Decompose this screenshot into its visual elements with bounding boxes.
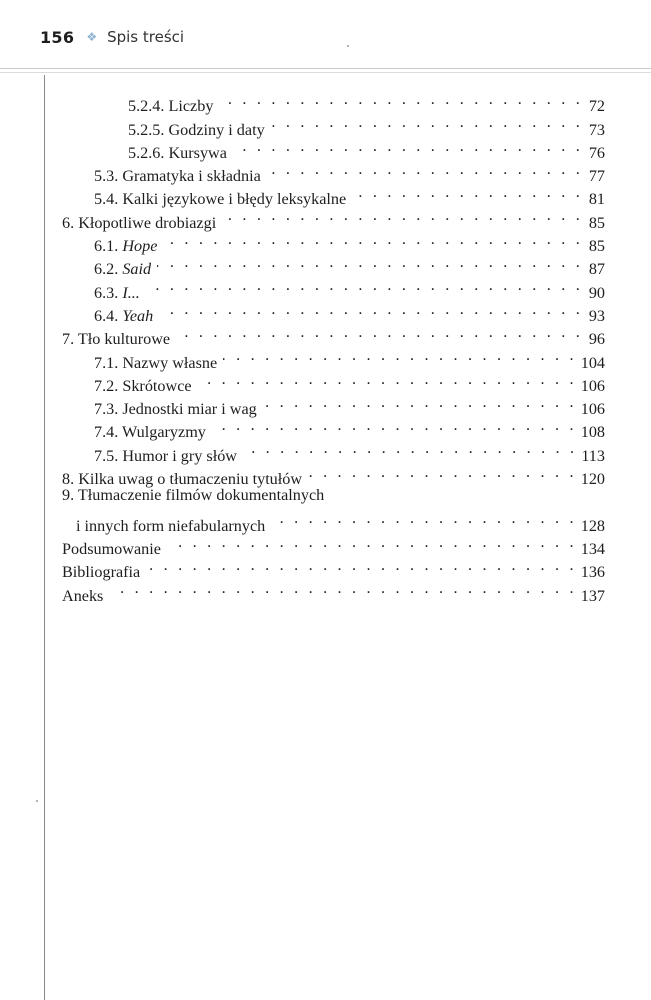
toc-entry-number: 7.5. (94, 446, 119, 465)
toc-page-number: 120 (580, 470, 605, 489)
toc-entry-label: Humor i gry słów (122, 446, 237, 465)
toc-entry-label: Jednostki miar i wag (122, 400, 257, 419)
table-of-contents (62, 88, 605, 605)
dot-leader (271, 507, 576, 530)
dot-leader (146, 274, 583, 297)
toc-entry-number: 5.3. (94, 167, 119, 186)
toc-entry-title (94, 421, 206, 444)
dot-leader (176, 321, 583, 344)
toc-entry-title (94, 165, 261, 188)
running-title: Spis treści (107, 28, 185, 46)
toc-entry-label: Bibliografia (62, 563, 141, 582)
dot-leader (267, 158, 583, 181)
toc-page-number: 137 (580, 586, 605, 605)
diamond-icon: ❖ (86, 30, 98, 44)
toc-entry-number: 8. (62, 470, 75, 489)
toc-entry-number: 6.2. (94, 260, 119, 279)
toc-entry (62, 484, 605, 507)
dot-leader (352, 181, 583, 204)
dot-leader (163, 228, 583, 251)
toc-entry-label: I... (122, 283, 140, 302)
toc-entry-label: Skrótowce (122, 376, 192, 395)
toc-page-number: 104 (580, 353, 605, 372)
toc-entry-label: Tłumaczenie filmów dokumentalnych (77, 486, 325, 505)
toc-entry-label: Yeah (122, 306, 154, 325)
toc-entry-number: 5.2.6. (128, 143, 165, 162)
toc-page-number: 85 (588, 213, 605, 232)
dot-leader (157, 251, 583, 274)
header-rule (0, 68, 651, 69)
toc-entry-label: Godziny i daty (168, 120, 265, 139)
toc-entry-label: Wulgaryzmy (122, 423, 206, 442)
toc-entry-label: Said (122, 260, 152, 279)
toc-entry-title (128, 142, 227, 165)
toc-entry-label: Kalki językowe i błędy leksykalne (122, 190, 347, 209)
toc-entry (62, 507, 605, 535)
toc-entry-title (62, 484, 324, 507)
toc-page-number: 76 (588, 143, 605, 162)
toc-entry (62, 88, 605, 116)
page-number: 156 (40, 27, 75, 47)
toc-entry-number: 5.4. (94, 190, 119, 209)
toc-page-number: 72 (588, 97, 605, 116)
page-header (40, 22, 184, 52)
toc-entry-label: Gramatyka i składnia (122, 167, 261, 186)
toc-entry-title (62, 328, 170, 351)
dot-leader (308, 461, 577, 484)
dot-leader (223, 344, 577, 367)
toc-entry-number: 7.4. (94, 423, 119, 442)
toc-page-number: 73 (588, 120, 605, 139)
toc-entry-label: Aneks (62, 586, 104, 605)
toc-entry-label: Kilka uwag o tłumaczeniu tytułów (78, 470, 303, 489)
toc-entry-number: 5.2.5. (128, 120, 165, 139)
dot-leader (263, 391, 577, 414)
toc-entry-number: 7. (62, 330, 75, 349)
toc-page-number: 81 (588, 190, 605, 209)
toc-entry-number: 9. (62, 486, 75, 505)
toc-entry-label: Tło kulturowe (77, 330, 171, 349)
toc-entry-title (94, 445, 237, 468)
toc-entry-title (94, 375, 192, 398)
toc-entry-label: Liczby (168, 97, 214, 116)
dot-leader (109, 577, 576, 600)
dot-leader (271, 111, 583, 134)
toc-entry-number: 6.3. (94, 283, 119, 302)
dot-leader (233, 135, 583, 158)
toc-page-number: 108 (580, 423, 605, 442)
dot-leader (243, 437, 577, 460)
toc-page-number: 106 (580, 400, 605, 419)
toc-entry-label: Nazwy własne (122, 353, 218, 372)
toc-entry-title (62, 585, 103, 608)
toc-entry-number: 6.1. (94, 237, 119, 256)
toc-entry (62, 298, 605, 325)
toc-entry-label: i innych form niefabularnych (76, 516, 266, 535)
toc-entry-number: 6.4. (94, 306, 119, 325)
toc-entry-title (94, 235, 157, 258)
dot-leader (219, 88, 583, 111)
toc-entry-number: 6. (62, 213, 75, 232)
toc-page-number: 96 (588, 330, 605, 349)
toc-page-number: 85 (588, 237, 605, 256)
toc-entry-label: Hope (122, 237, 158, 256)
toc-page-number: 134 (580, 539, 605, 558)
dot-leader (198, 368, 577, 391)
toc-page-number: 113 (581, 446, 605, 465)
dot-leader (167, 531, 577, 554)
toc-entry-title (128, 95, 213, 118)
toc-entry (62, 577, 605, 605)
header-rule-secondary (0, 72, 651, 73)
toc-entry-number: 7.3. (94, 400, 119, 419)
scan-speck (347, 45, 349, 47)
toc-page-number: 90 (588, 283, 605, 302)
toc-page-number: 128 (580, 516, 605, 535)
toc-page-number: 106 (580, 376, 605, 395)
toc-entry-label: Kłopotliwe drobiazgi (78, 213, 217, 232)
dot-leader (159, 298, 583, 321)
margin-line (44, 75, 45, 1000)
scan-speck (36, 800, 38, 802)
toc-page-number: 77 (588, 167, 605, 186)
toc-page-number: 136 (580, 563, 605, 582)
toc-entry-title (94, 305, 153, 328)
dot-leader (222, 204, 583, 227)
toc-entry-label: Podsumowanie (62, 539, 161, 558)
toc-entry-number: 7.1. (94, 353, 119, 372)
dot-leader (212, 414, 577, 437)
toc-page-number: 87 (588, 260, 605, 279)
toc-entry-number: 5.2.4. (128, 97, 165, 116)
toc-page-number: 93 (588, 306, 605, 325)
toc-entry-title (94, 258, 151, 281)
toc-entry-number: 7.2. (94, 376, 119, 395)
toc-entry-title (94, 282, 140, 305)
toc-entry-label: Kursywa (168, 143, 227, 162)
dot-leader (146, 554, 577, 577)
